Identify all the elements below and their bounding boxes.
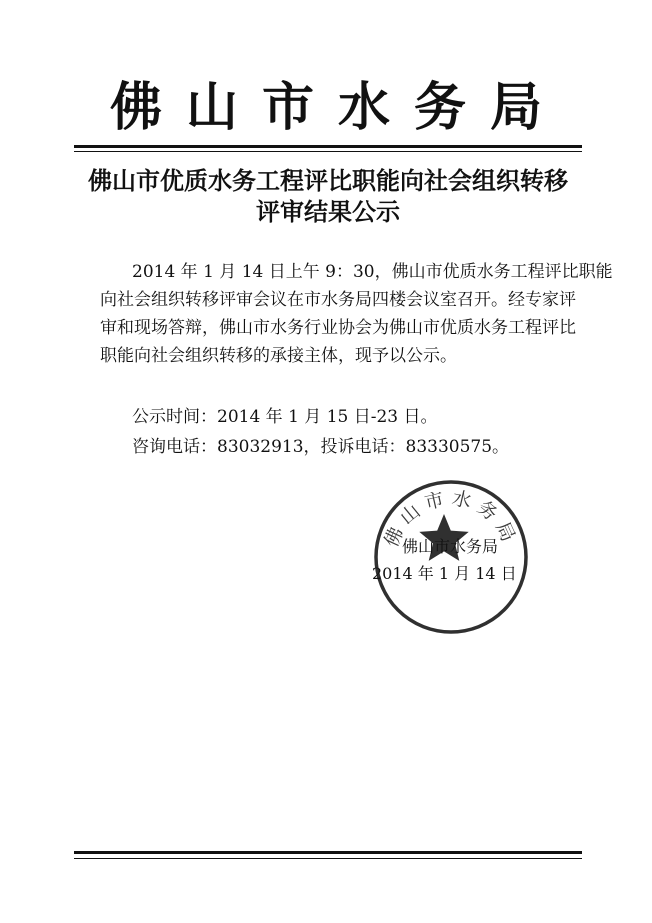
body-line: 向社会组织转移评审会议在市水务局四楼会议室召开。经专家评 — [100, 290, 576, 310]
footer-rule-thin — [74, 858, 582, 859]
signer: 佛山市水务局 — [402, 537, 499, 556]
body-line: 审和现场答辩，佛山市水务行业协会为佛山市优质水务工程评比 — [100, 318, 576, 338]
header-rule-thick — [74, 145, 582, 148]
body-line: 2014 年 1 月 14 日上午 9：30，佛山市优质水务工程评比职能 — [132, 262, 613, 282]
agency-letterhead: 佛山市水务局 — [109, 77, 566, 138]
footer-rule-thick — [74, 851, 582, 854]
title-line: 评审结果公示 — [256, 197, 400, 226]
seal-text: 佛山市水务局 — [380, 487, 522, 551]
body-line: 职能向社会组织转移的承接主体，现予以公示。 — [100, 346, 457, 366]
header-rule-thin — [74, 151, 582, 152]
body-paragraph — [100, 258, 613, 370]
title-line: 佛山市优质水务工程评比职能向社会组织转移 — [88, 166, 568, 195]
notice-period: 公示时间：2014 年 1 月 15 日-23 日。 — [132, 407, 438, 427]
sign-date: 2014 年 1 月 14 日 — [372, 564, 517, 583]
document-title — [80, 165, 576, 227]
notice-block — [132, 402, 572, 462]
contact-phones: 咨询电话：83032913，投诉电话：83330575。 — [132, 437, 510, 457]
